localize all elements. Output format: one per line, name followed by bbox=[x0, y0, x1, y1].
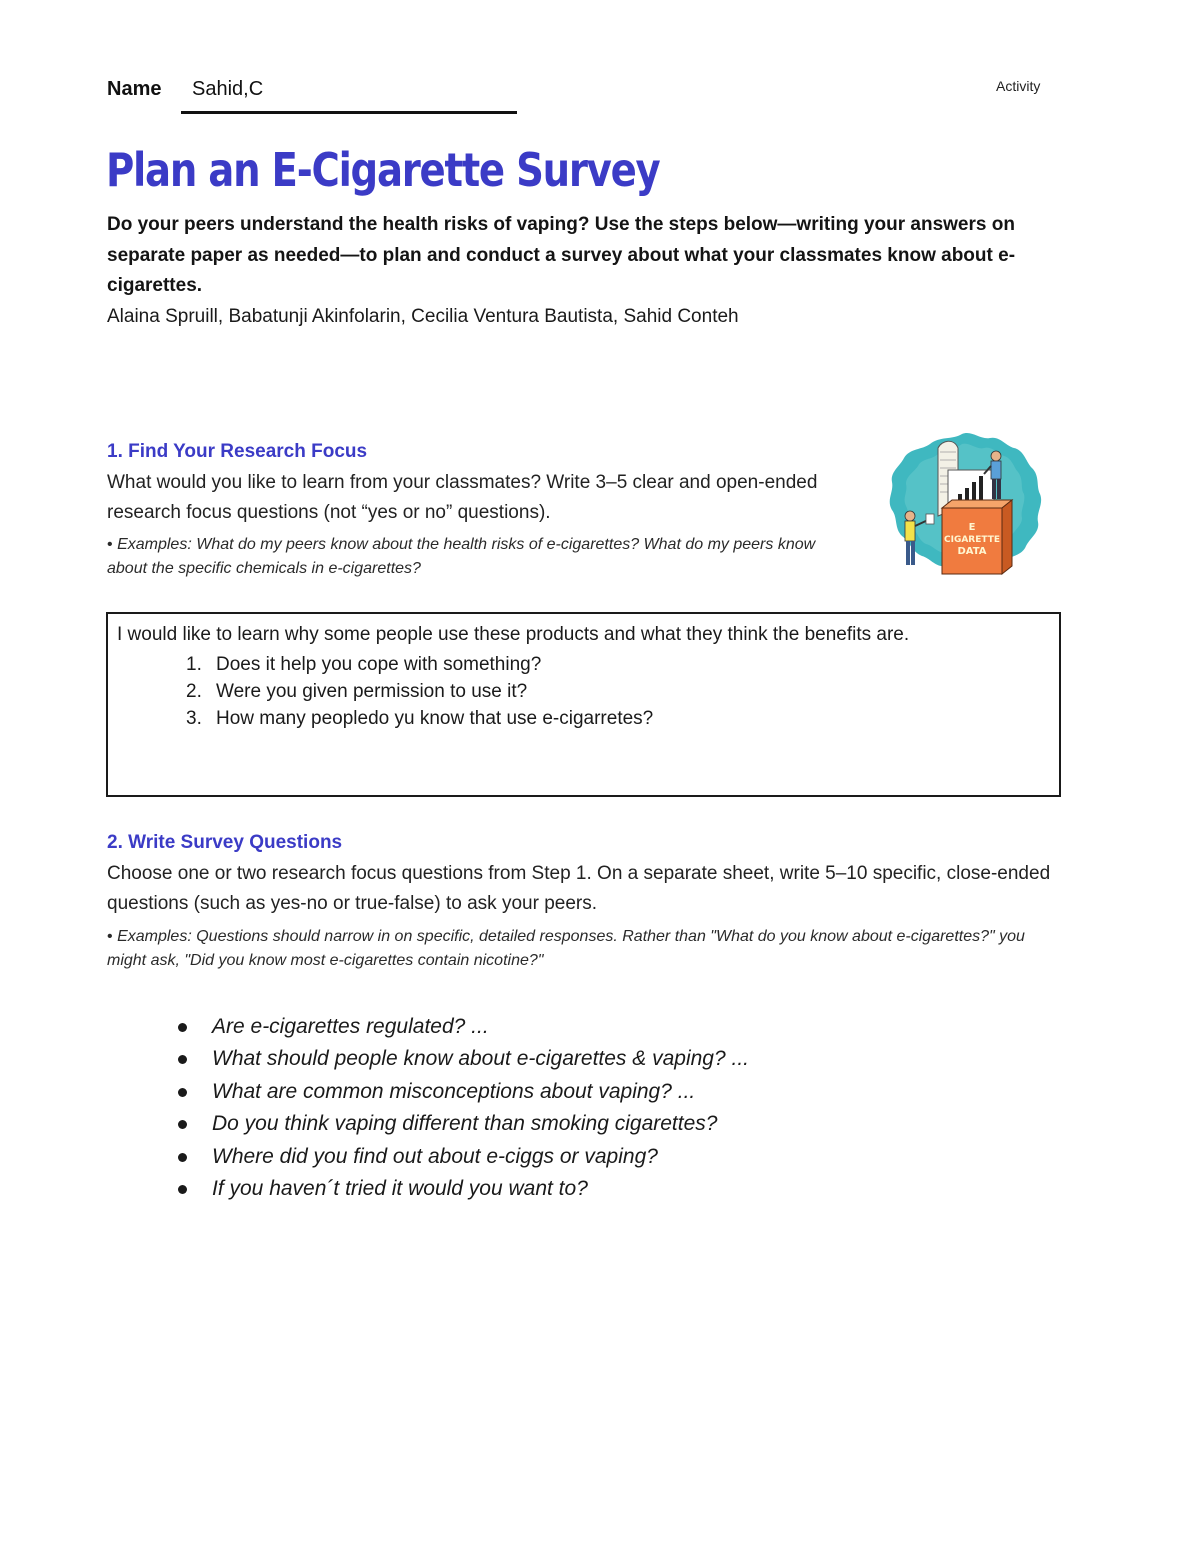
example-bullet: • bbox=[107, 536, 113, 553]
list-item-text: Does it help you cope with something? bbox=[216, 654, 542, 675]
survey-question-text: What should people know about e-cigarettes & vaping? ... bbox=[212, 1047, 749, 1071]
list-item-number: 1. bbox=[186, 654, 202, 675]
survey-question bbox=[176, 1011, 749, 1043]
e-cigarette-data-icon bbox=[880, 430, 1045, 580]
name-underline bbox=[181, 111, 517, 114]
survey-question-text: What are common misconceptions about vaping? ... bbox=[212, 1079, 696, 1103]
list-item bbox=[186, 705, 653, 732]
section2-heading: 2. Write Survey Questions bbox=[107, 832, 343, 853]
example-text: What do my peers know about the health risks of e-cigarettes? What do my peers know about the specific chemicals in e-cigarettes? bbox=[107, 536, 816, 577]
section1-example bbox=[107, 533, 827, 581]
list-item bbox=[186, 678, 653, 705]
bullet-dot-icon bbox=[178, 1120, 187, 1129]
list-item-number: 2. bbox=[186, 681, 202, 702]
authors: Alaina Spruill, Babatunji Akinfolarin, Cecilia Ventura Bautista, Sahid Conteh bbox=[107, 306, 739, 327]
bullet-dot-icon bbox=[178, 1023, 187, 1032]
illustration-label-1: E bbox=[968, 522, 976, 533]
section2-example bbox=[107, 925, 1067, 973]
survey-question bbox=[176, 1076, 749, 1108]
bullet-dot-icon bbox=[178, 1153, 187, 1162]
example-prefix: Examples: bbox=[117, 928, 192, 945]
example-bullet: • bbox=[107, 928, 113, 945]
intro-text: Do your peers understand the health risks of vaping? Use the steps below—writing your answers on separate paper as needed—to plan and conduct a survey about what your classmates know about e-cigarettes. bbox=[107, 214, 1016, 296]
survey-question bbox=[176, 1043, 749, 1075]
example-prefix: Examples: bbox=[117, 536, 192, 553]
bullet-dot-icon bbox=[178, 1088, 187, 1097]
answer-box[interactable] bbox=[106, 612, 1061, 797]
section1-heading: 1. Find Your Research Focus bbox=[107, 441, 368, 462]
bullet-dot-icon bbox=[178, 1185, 187, 1194]
list-item-text: How many peopledo yu know that use e-cigarretes? bbox=[216, 708, 654, 729]
survey-question-text: If you haven´t tried it would you want to? bbox=[212, 1177, 588, 1201]
survey-questions-list bbox=[176, 1011, 749, 1205]
survey-question bbox=[176, 1108, 749, 1140]
illustration-label-2: CIGARETTE bbox=[943, 535, 1001, 545]
name-value[interactable]: Sahid,C bbox=[192, 78, 264, 100]
section2-text: Choose one or two research focus questions from Step 1. On a separate sheet, write 5–10 specific, close-ended questions (such as yes-no or true-false) to ask your peers. bbox=[107, 863, 1051, 914]
answer-intro: I would like to learn why some people use these products and what they think the benefits are. bbox=[117, 624, 910, 645]
name-label: Name bbox=[107, 78, 162, 100]
survey-question-text: Do you think vaping different than smoking cigarettes? bbox=[212, 1112, 718, 1136]
list-item-number: 3. bbox=[186, 708, 202, 729]
list-item bbox=[186, 651, 653, 678]
survey-question-text: Where did you find out about e-ciggs or vaping? bbox=[212, 1144, 658, 1168]
example-text: Questions should narrow in on specific, detailed responses. Rather than "What do you know about e-cigarettes?" you might ask, "Did you know most e-cigarettes contain nicotine?" bbox=[107, 928, 1025, 969]
survey-question-text: Are e-cigarettes regulated? ... bbox=[212, 1015, 489, 1038]
section1-text: What would you like to learn from your classmates? Write 3–5 clear and open-ended research focus questions (not “yes or no” questions). bbox=[107, 472, 818, 523]
page-title: Plan an E-Cigarette Survey bbox=[106, 143, 660, 197]
illustration-label-3: DATA bbox=[957, 546, 987, 557]
survey-question bbox=[176, 1173, 749, 1205]
activity-label: Activity bbox=[996, 78, 1041, 94]
bullet-dot-icon bbox=[178, 1055, 187, 1064]
list-item-text: Were you given permission to use it? bbox=[216, 681, 528, 702]
answer-list bbox=[186, 651, 653, 732]
survey-question bbox=[176, 1141, 749, 1173]
